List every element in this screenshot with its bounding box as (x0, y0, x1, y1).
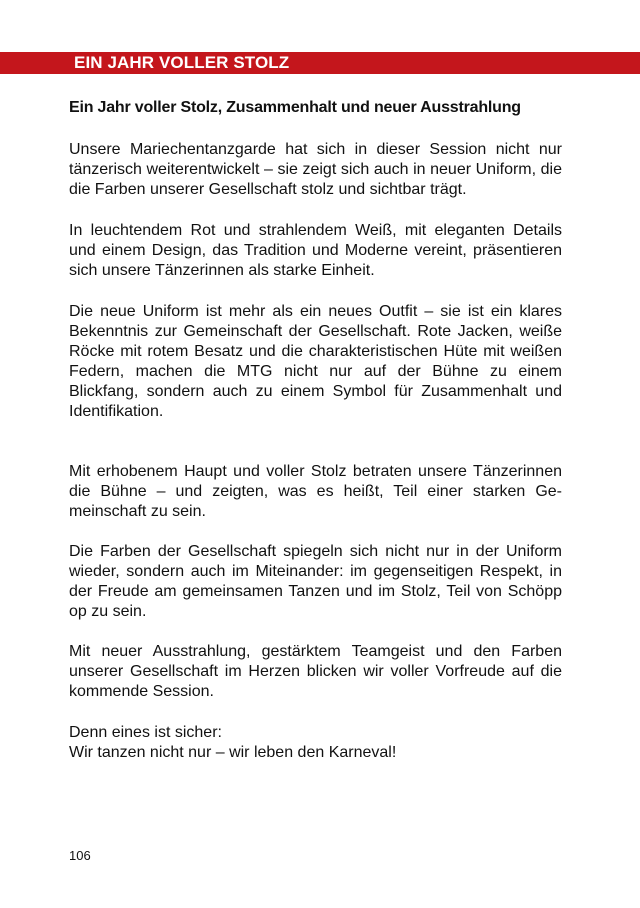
section-title: EIN JAHR VOLLER STOLZ (74, 53, 290, 72)
paragraph: In leuchtendem Rot und strahlendem Weiß, mit eleganten Details und einem Design, das Tradition und Moderne vereint, präsentieren sich unsere Tänzerinnen als starke Einheit. (69, 222, 562, 279)
paragraph: Die neue Uniform ist mehr als ein neues Outfit – sie ist ein klares Bekenntnis zur Gemeinschaft der Gesellschaft. Rote Jacken, weiße Röcke mit rotem Besatz und die charakteristischen Hüte mit weißen Federn, machen die MTG nicht nur auf der Bühne zu einem Blickfang, sondern auch zu einem Symbol für Zusammenhalt und Identifikation. (69, 303, 562, 420)
closing-statement (69, 723, 562, 763)
article-body (69, 98, 562, 763)
paragraph: Die Farben der Gesellschaft spiegeln sich nicht nur in der Uniform wieder, sondern auch im Miteinander: im gegenseitigen Respekt, in der Freude am gemeinsamen Tanzen und im Stolz, Teil von Schöpp op zu sein. (69, 543, 562, 620)
closing-line: Denn eines ist sicher: (69, 724, 222, 741)
paragraph: Unsere Mariechentanzgarde hat sich in dieser Session nicht nur tänzerisch weiterentwickelt – sie zeigt sich auch in neuer Uniform, die die Farben unserer Gesellschaft stolz und sichtbar trägt. (69, 141, 562, 198)
page-number: 106 (69, 848, 91, 863)
article-subtitle: Ein Jahr voller Stolz, Zusammenhalt und neuer Ausstrahlung (69, 99, 521, 116)
paragraph: Mit neuer Ausstrahlung, gestärktem Teamgeist und den Farben unserer Gesellschaft im Herzen blicken wir voller Vorfreude auf die kommende Session. (69, 643, 562, 700)
section-header-bar (0, 52, 640, 74)
closing-line: Wir tanzen nicht nur – wir leben den Karneval! (69, 744, 397, 761)
paragraph: Mit erhobenem Haupt und voller Stolz betraten unsere Tänzerinnen die Bühne – und zeigten, was es heißt, Teil einer starken Gemeinschaft zu sein. (69, 463, 562, 520)
